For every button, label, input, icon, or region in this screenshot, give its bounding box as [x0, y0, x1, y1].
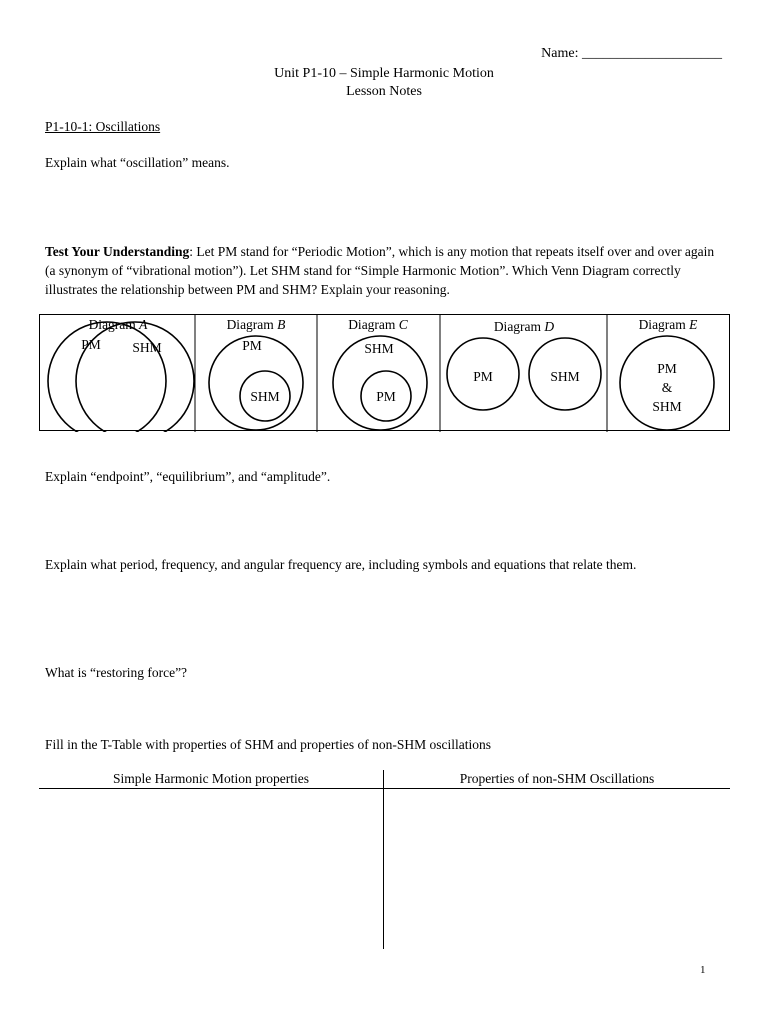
- venn-e-title: Diagram E: [638, 317, 698, 332]
- venn-a-label-pm: PM: [81, 337, 101, 352]
- venn-a-title: Diagram A: [88, 317, 148, 332]
- venn-diagram-table: [39, 314, 730, 431]
- venn-e-label-amp: &: [661, 380, 673, 395]
- name-label: Name:: [541, 46, 579, 61]
- venn-b-title: Diagram B: [226, 317, 286, 332]
- question-endpoint: Explain “endpoint”, “equilibrium”, and “amplitude”.: [45, 469, 331, 484]
- test-label: Test Your Understanding: [45, 244, 190, 259]
- page-number: 1: [700, 964, 706, 976]
- question-oscillation: Explain what “oscillation” means.: [45, 155, 230, 170]
- t-table-left-header: Simple Harmonic Motion properties: [112, 771, 310, 786]
- question-restoring-force: What is “restoring force”?: [45, 665, 188, 680]
- venn-b-label-pm: PM: [242, 338, 262, 353]
- venn-c-label-shm: SHM: [364, 341, 394, 356]
- t-table-right-header: Properties of non-SHM Oscillations: [459, 771, 655, 786]
- venn-d-label-pm: PM: [473, 369, 493, 384]
- question-period-frequency: Explain what period, frequency, and angular frequency are, including symbols and equations that relate them.: [45, 557, 637, 572]
- lesson-notes-subtitle: Lesson Notes: [346, 84, 422, 99]
- test-text: : Let PM stand for “Periodic Motion”, which is any motion that repeats itself over and over again (a synonym of “vibrational motion”). Let SHM stand for “Simple Harmonic Motion”. Which Venn Diagram correctly illustrates the relationship between PM and SHM? Explain your reasoning.: [45, 244, 715, 297]
- venn-e-label-pm: PM: [657, 361, 677, 376]
- venn-d-label-shm: SHM: [550, 369, 580, 384]
- venn-diagrams: [40, 315, 731, 432]
- question-t-table: Fill in the T-Table with properties of SHM and properties of non-SHM oscillations: [45, 737, 492, 752]
- section-heading: P1-10-1: Oscillations: [45, 119, 161, 134]
- venn-e-label-shm: SHM: [652, 399, 682, 414]
- venn-d-title: Diagram D: [493, 319, 555, 334]
- t-table-vertical-line: [383, 770, 384, 949]
- venn-a-pm-circle: [48, 322, 166, 432]
- unit-title: Unit P1-10 – Simple Harmonic Motion: [274, 66, 494, 81]
- name-blank[interactable]: ____________________: [582, 46, 722, 61]
- venn-c-title: Diagram C: [348, 317, 408, 332]
- t-table-horizontal-line: [39, 788, 730, 789]
- venn-c-label-pm: PM: [376, 389, 396, 404]
- venn-b-label-shm: SHM: [250, 389, 280, 404]
- venn-a-label-shm: SHM: [132, 340, 162, 355]
- test-your-understanding: [45, 242, 725, 299]
- name-field: [0, 46, 722, 62]
